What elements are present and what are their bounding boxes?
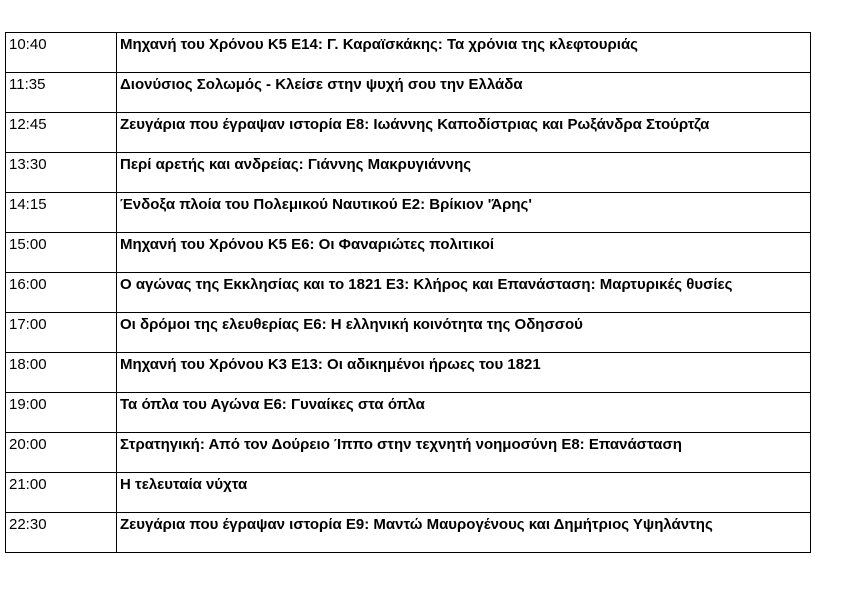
table-row <box>6 393 811 433</box>
table-row <box>6 113 811 153</box>
time-cell: 19:00 <box>6 393 117 433</box>
time-cell: 10:40 <box>6 33 117 73</box>
time-cell: 15:00 <box>6 233 117 273</box>
time-cell: 16:00 <box>6 273 117 313</box>
time-cell: 12:45 <box>6 113 117 153</box>
table-row <box>6 513 811 553</box>
time-cell: 20:00 <box>6 433 117 473</box>
time-cell: 14:15 <box>6 193 117 233</box>
title-cell: Στρατηγική: Από τον Δούρειο Ίππο στην τεχνητή νοημοσύνη Ε8: Επανάσταση <box>117 433 811 473</box>
title-cell: Οι δρόμοι της ελευθερίας Ε6: Η ελληνική κοινότητα της Οδησσού <box>117 313 811 353</box>
title-cell: Μηχανή του Χρόνου Κ5 Ε6: Οι Φαναριώτες πολιτικοί <box>117 233 811 273</box>
table-row <box>6 153 811 193</box>
time-cell: 11:35 <box>6 73 117 113</box>
title-cell: Μηχανή του Χρόνου Κ3 Ε13: Οι αδικημένοι ήρωες του 1821 <box>117 353 811 393</box>
title-cell: Ένδοξα πλοία του Πολεμικού Ναυτικού Ε2: Βρίκιον 'Άρης' <box>117 193 811 233</box>
title-cell: Μηχανή του Χρόνου Κ5 Ε14: Γ. Καραϊσκάκης: Τα χρόνια της κλεφτουριάς <box>117 33 811 73</box>
table-row <box>6 433 811 473</box>
table-row <box>6 273 811 313</box>
title-cell: Ζευγάρια που έγραψαν ιστορία Ε9: Μαντώ Μαυρογένους και Δημήτριος Υψηλάντης <box>117 513 811 553</box>
title-cell: Τα όπλα του Αγώνα Ε6: Γυναίκες στα όπλα <box>117 393 811 433</box>
title-cell: Ο αγώνας της Εκκλησίας και το 1821 Ε3: Κλήρος και Επανάσταση: Μαρτυρικές θυσίες <box>117 273 811 313</box>
table-row <box>6 313 811 353</box>
table-row <box>6 193 811 233</box>
schedule-table <box>5 32 811 553</box>
table-row <box>6 33 811 73</box>
time-cell: 21:00 <box>6 473 117 513</box>
time-cell: 22:30 <box>6 513 117 553</box>
time-cell: 17:00 <box>6 313 117 353</box>
table-row <box>6 353 811 393</box>
title-cell: Περί αρετής και ανδρείας: Γιάννης Μακρυγιάννης <box>117 153 811 193</box>
time-cell: 13:30 <box>6 153 117 193</box>
title-cell: Η τελευταία νύχτα <box>117 473 811 513</box>
title-cell: Διονύσιος Σολωμός - Κλείσε στην ψυχή σου την Ελλάδα <box>117 73 811 113</box>
table-row <box>6 73 811 113</box>
table-row <box>6 473 811 513</box>
schedule-body <box>6 33 811 553</box>
time-cell: 18:00 <box>6 353 117 393</box>
table-row <box>6 233 811 273</box>
title-cell: Ζευγάρια που έγραψαν ιστορία Ε8: Ιωάννης Καποδίστριας και Ρωξάνδρα Στούρτζα <box>117 113 811 153</box>
